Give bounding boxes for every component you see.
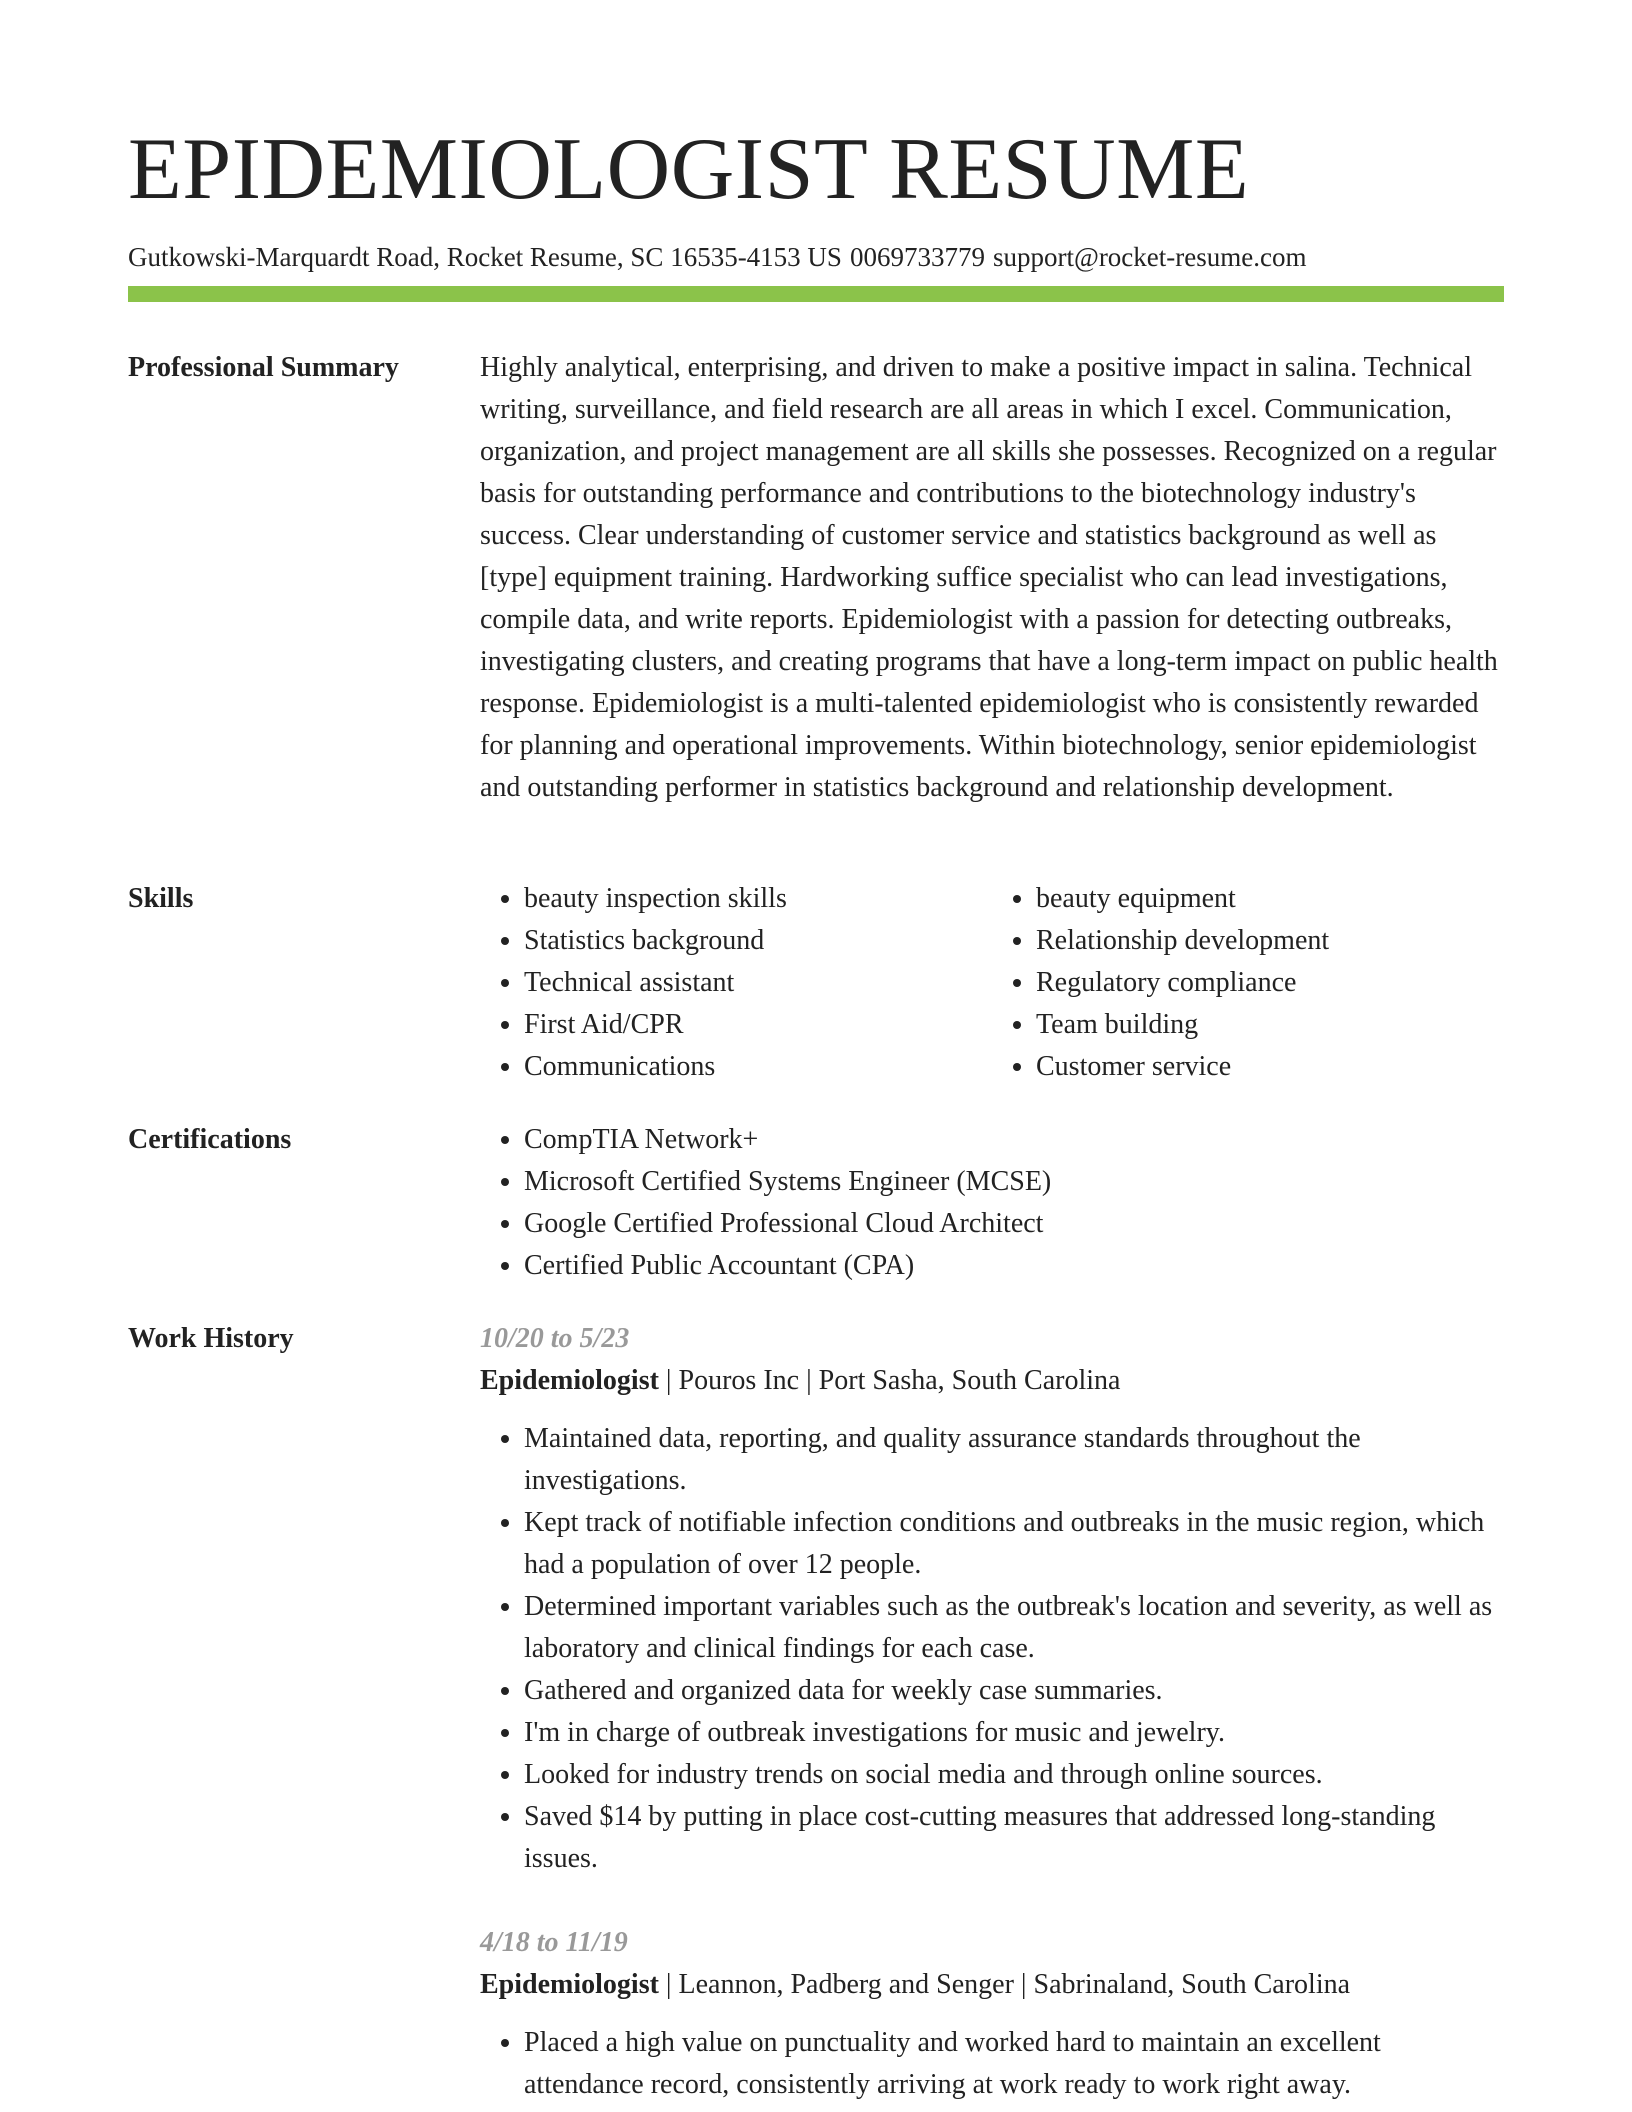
job-employer-location: | Leannon, Padberg and Senger | Sabrinaland, South Carolina [658, 1969, 1351, 2000]
page-title: EPIDEMIOLOGIST RESUME [128, 121, 1250, 218]
list-item: • Statistics background [524, 920, 992, 962]
certifications-list [480, 1119, 1504, 1287]
section-label: Skills [128, 883, 194, 914]
job-dates: 10/20 to 5/23 [480, 1323, 630, 1354]
list-item: • Relationship development [1036, 920, 1504, 962]
job-role-line [480, 1360, 1504, 1402]
list-item: • Certified Public Accountant (CPA) [524, 1245, 1504, 1287]
list-item: • beauty inspection skills [524, 878, 992, 920]
list-item: • Maintained data, reporting, and quality assurance standards throughout the investigations. [524, 1418, 1504, 1502]
job-entry [480, 1318, 1504, 1880]
list-item: • Customer service [1036, 1046, 1504, 1088]
list-item: • Gathered and organized data for weekly case summaries. [524, 1670, 1504, 1712]
job-entry [480, 1922, 1504, 2106]
job-title: Epidemiologist [480, 1365, 659, 1396]
section-professional-summary [128, 347, 1504, 809]
list-item: • Microsoft Certified Systems Engineer (MCSE) [524, 1161, 1504, 1203]
accent-divider [128, 286, 1504, 302]
skills-list-left [480, 878, 992, 1088]
section-label: Professional Summary [128, 352, 399, 383]
job-duties-list [480, 1418, 1504, 1880]
job-title: Epidemiologist [480, 1969, 659, 2000]
list-item: • Kept track of notifiable infection conditions and outbreaks in the music region, which had a population of over 12 people. [524, 1502, 1504, 1586]
list-item: • beauty equipment [1036, 878, 1504, 920]
list-item: • Technical assistant [524, 962, 992, 1004]
list-item: • Google Certified Professional Cloud Architect [524, 1203, 1504, 1245]
list-item: • Communications [524, 1046, 992, 1088]
list-item: • Team building [1036, 1004, 1504, 1046]
list-item: • Looked for industry trends on social media and through online sources. [524, 1754, 1504, 1796]
list-item: • Saved $14 by putting in place cost-cutting measures that addressed long-standing issues. [524, 1796, 1504, 1880]
contact-email[interactable]: support@rocket-resume.com [992, 242, 1307, 272]
contact-address: Gutkowski-Marquardt Road, Rocket Resume, SC 16535-4153 US [128, 242, 842, 272]
section-skills [128, 878, 1504, 1088]
job-duties-list [480, 2022, 1504, 2106]
list-item: • First Aid/CPR [524, 1004, 992, 1046]
job-employer-location: | Pouros Inc | Port Sasha, South Carolina [658, 1365, 1121, 1396]
list-item: • I'm in charge of outbreak investigations for music and jewelry. [524, 1712, 1504, 1754]
contact-phone: 0069733779 [849, 242, 985, 272]
resume-header [128, 120, 1504, 274]
section-certifications [128, 1119, 1504, 1287]
list-item: • Determined important variables such as the outbreak's location and severity, as well as laboratory and clinical findings for each case. [524, 1586, 1504, 1670]
list-item: • CompTIA Network+ [524, 1119, 1504, 1161]
list-item: • Regulatory compliance [1036, 962, 1504, 1004]
contact-line [128, 240, 1504, 274]
summary-text: Highly analytical, enterprising, and driven to make a positive impact in salina. Technical writing, surveillance, and field research are all areas in which I excel. Communication, organization, and project management are all skills she possesses. Recognized on a regular basis for outstanding performance and contributions to the biotechnology industry's success. Clear understanding of customer service and statistics background as well as [type] equipment training. Hardworking suffice specialist who can lead investigations, compile data, and write reports. Epidemiologist with a passion for detecting outbreaks, investigating clusters, and creating programs that have a long-term impact on public health response. Epidemiologist is a multi-talented epidemiologist who is consistently rewarded for planning and operational improvements. Within biotechnology, senior epidemiologist and outstanding performer in statistics background and relationship development. [480, 352, 1498, 803]
job-role-line [480, 1964, 1504, 2006]
section-work-history [128, 1318, 1504, 2106]
skills-columns [480, 878, 1504, 1088]
section-label: Work History [128, 1323, 294, 1354]
job-dates: 4/18 to 11/19 [480, 1927, 628, 1958]
list-item: • Placed a high value on punctuality and worked hard to maintain an excellent attendance record, consistently arriving at work ready to work right away. [524, 2022, 1504, 2106]
section-label: Certifications [128, 1124, 292, 1155]
skills-list-right [992, 878, 1504, 1088]
